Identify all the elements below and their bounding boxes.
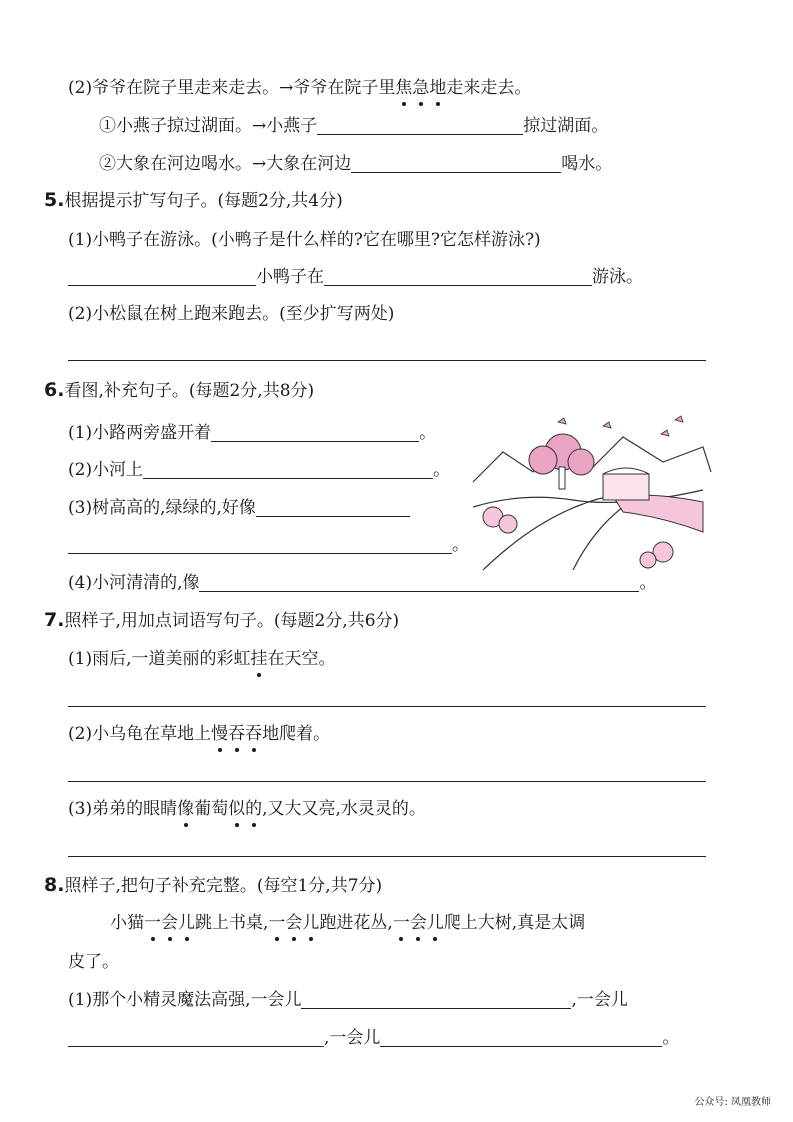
answer-blank[interactable] — [211, 423, 419, 442]
answer-blank[interactable] — [317, 116, 523, 135]
q5-part1: (1)小鸭子在游泳。(小鸭子是什么样的?它在哪里?它怎样游泳?) — [68, 230, 541, 250]
q4-sentence1: ①小燕子掠过湖面。→小燕子 掠过湖面。 — [99, 116, 609, 136]
river-bridge-illustration — [463, 412, 713, 572]
answer-line[interactable] — [68, 856, 706, 857]
answer-blank[interactable] — [301, 990, 571, 1009]
q7-heading: 7.照样子,用加点词语写句子。(每题2分,共6分) — [44, 609, 400, 631]
q7-part1: (1)雨后,一道美丽的彩虹挂在天空。 — [68, 649, 336, 669]
q5-heading: 5.根据提示扩写句子。(每题2分,共4分) — [44, 189, 343, 211]
answer-blank[interactable] — [68, 1028, 324, 1047]
q7-part2: (2)小乌龟在草地上慢吞吞地爬着。 — [68, 724, 331, 744]
answer-blank[interactable] — [380, 1028, 662, 1047]
q8-heading: 8.照样子,把句子补充完整。(每空1分,共7分) — [44, 874, 383, 896]
q8-example: 小猫一会儿跳上书桌,一会儿跑进花丛,一会儿爬上大树,真是太调 — [110, 913, 586, 933]
answer-blank[interactable] — [324, 267, 592, 286]
q8-example-cont: 皮了。 — [68, 952, 119, 972]
answer-line[interactable] — [68, 360, 706, 361]
q8-part1-cont: ,一会儿 。 — [68, 1026, 679, 1050]
q6-part2: (2)小河上 。 — [68, 460, 451, 480]
footer-credit: 公众号: 凤凰教师 — [694, 1097, 771, 1108]
q6-part1: (1)小路两旁盛开着 。 — [68, 423, 437, 443]
q5-part2: (2)小松鼠在树上跑来跑去。(至少扩写两处) — [68, 304, 395, 324]
q6-heading: 6.看图,补充句子。(每题2分,共8分) — [44, 379, 315, 401]
answer-blank[interactable] — [68, 535, 452, 554]
q4-part2: (2)爷爷在院子里走来走去。→爷爷在院子里焦急地走来走去。 — [68, 78, 532, 98]
q4-sentence2: ②大象在河边喝水。→大象在河边 喝水。 — [99, 154, 613, 174]
q7-part3: (3)弟弟的眼睛像葡萄似的,又大又亮,水灵灵的。 — [68, 799, 426, 819]
q5-part1-answer: 小鸭子在 游泳。 — [68, 265, 643, 289]
answer-line[interactable] — [68, 781, 706, 782]
answer-blank[interactable] — [143, 460, 433, 479]
answer-blank[interactable] — [68, 267, 256, 286]
q8-part1: (1)那个小精灵魔法高强,一会儿 ,一会儿 — [68, 990, 628, 1010]
q6-part4: (4)小河清清的,像 。 — [68, 573, 657, 593]
q6-part3-cont: 。 — [68, 533, 469, 557]
answer-blank[interactable] — [256, 498, 410, 517]
q6-part3: (3)树高高的,绿绿的,好像 — [68, 496, 410, 520]
answer-blank[interactable] — [351, 154, 561, 173]
answer-blank[interactable] — [199, 573, 639, 592]
answer-line[interactable] — [68, 706, 706, 707]
